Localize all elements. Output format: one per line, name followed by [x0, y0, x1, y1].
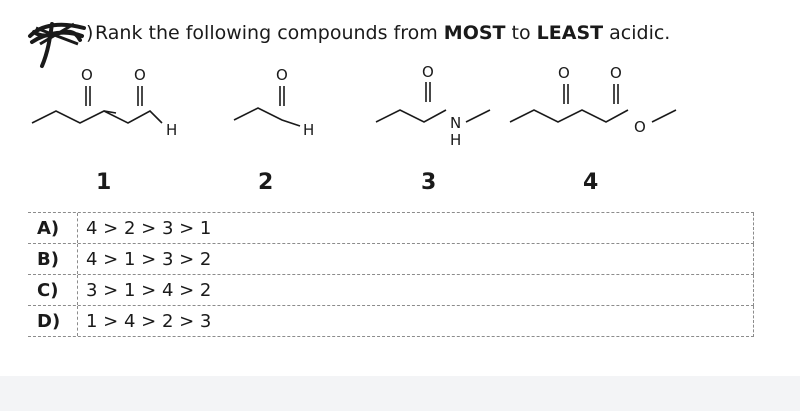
choice-b-text: 4 > 1 > 3 > 2: [86, 248, 212, 270]
question-paren: ): [86, 22, 94, 44]
choice-d-text: 1 > 4 > 2 > 3: [86, 310, 212, 332]
compound-3-o: O: [422, 63, 434, 81]
compound-3-structure: [376, 82, 490, 122]
choice-c-text: 3 > 1 > 4 > 2: [86, 279, 212, 301]
choice-c-letter: C): [28, 275, 78, 305]
question-suffix: acidic.: [603, 22, 671, 44]
compound-2-structure: [234, 86, 300, 126]
compound-4-structure: [510, 84, 676, 122]
compound-2-o: O: [276, 66, 288, 84]
question-least: LEAST: [536, 22, 604, 44]
question-middle: to: [505, 22, 537, 44]
compound-4-o3: O: [634, 118, 646, 136]
choice-d[interactable]: [28, 306, 754, 337]
choice-b-letter: B): [28, 244, 78, 274]
compound-1-h: H: [166, 121, 178, 139]
compound-4-o1: O: [558, 64, 570, 82]
compound-2-h: H: [303, 121, 315, 139]
compound-2-number: 2: [258, 170, 274, 195]
compound-3-number: 3: [421, 170, 437, 195]
choice-d-letter: D): [28, 306, 78, 336]
compound-4-number: 4: [583, 170, 599, 195]
choice-a-text: 4 > 2 > 3 > 1: [86, 217, 212, 239]
compound-4-o2: O: [610, 64, 622, 82]
question-most: MOST: [443, 22, 506, 44]
question-prefix: Rank the following compounds from: [95, 22, 444, 44]
question-text: [95, 22, 670, 44]
choice-a-letter: A): [28, 213, 78, 243]
bottom-band: [0, 376, 800, 411]
choice-b[interactable]: [28, 244, 754, 275]
compound-1-o2: O: [134, 66, 146, 84]
structures: [0, 60, 800, 160]
choice-a[interactable]: [28, 213, 754, 244]
compound-1-o1: O: [81, 66, 93, 84]
compound-3-h: H: [450, 131, 462, 149]
choice-c[interactable]: [28, 275, 754, 306]
compound-1-number: 1: [96, 170, 112, 195]
compound-1-structure: [32, 86, 162, 123]
answer-choices: [28, 212, 754, 337]
compound-3-n: N: [450, 114, 462, 132]
